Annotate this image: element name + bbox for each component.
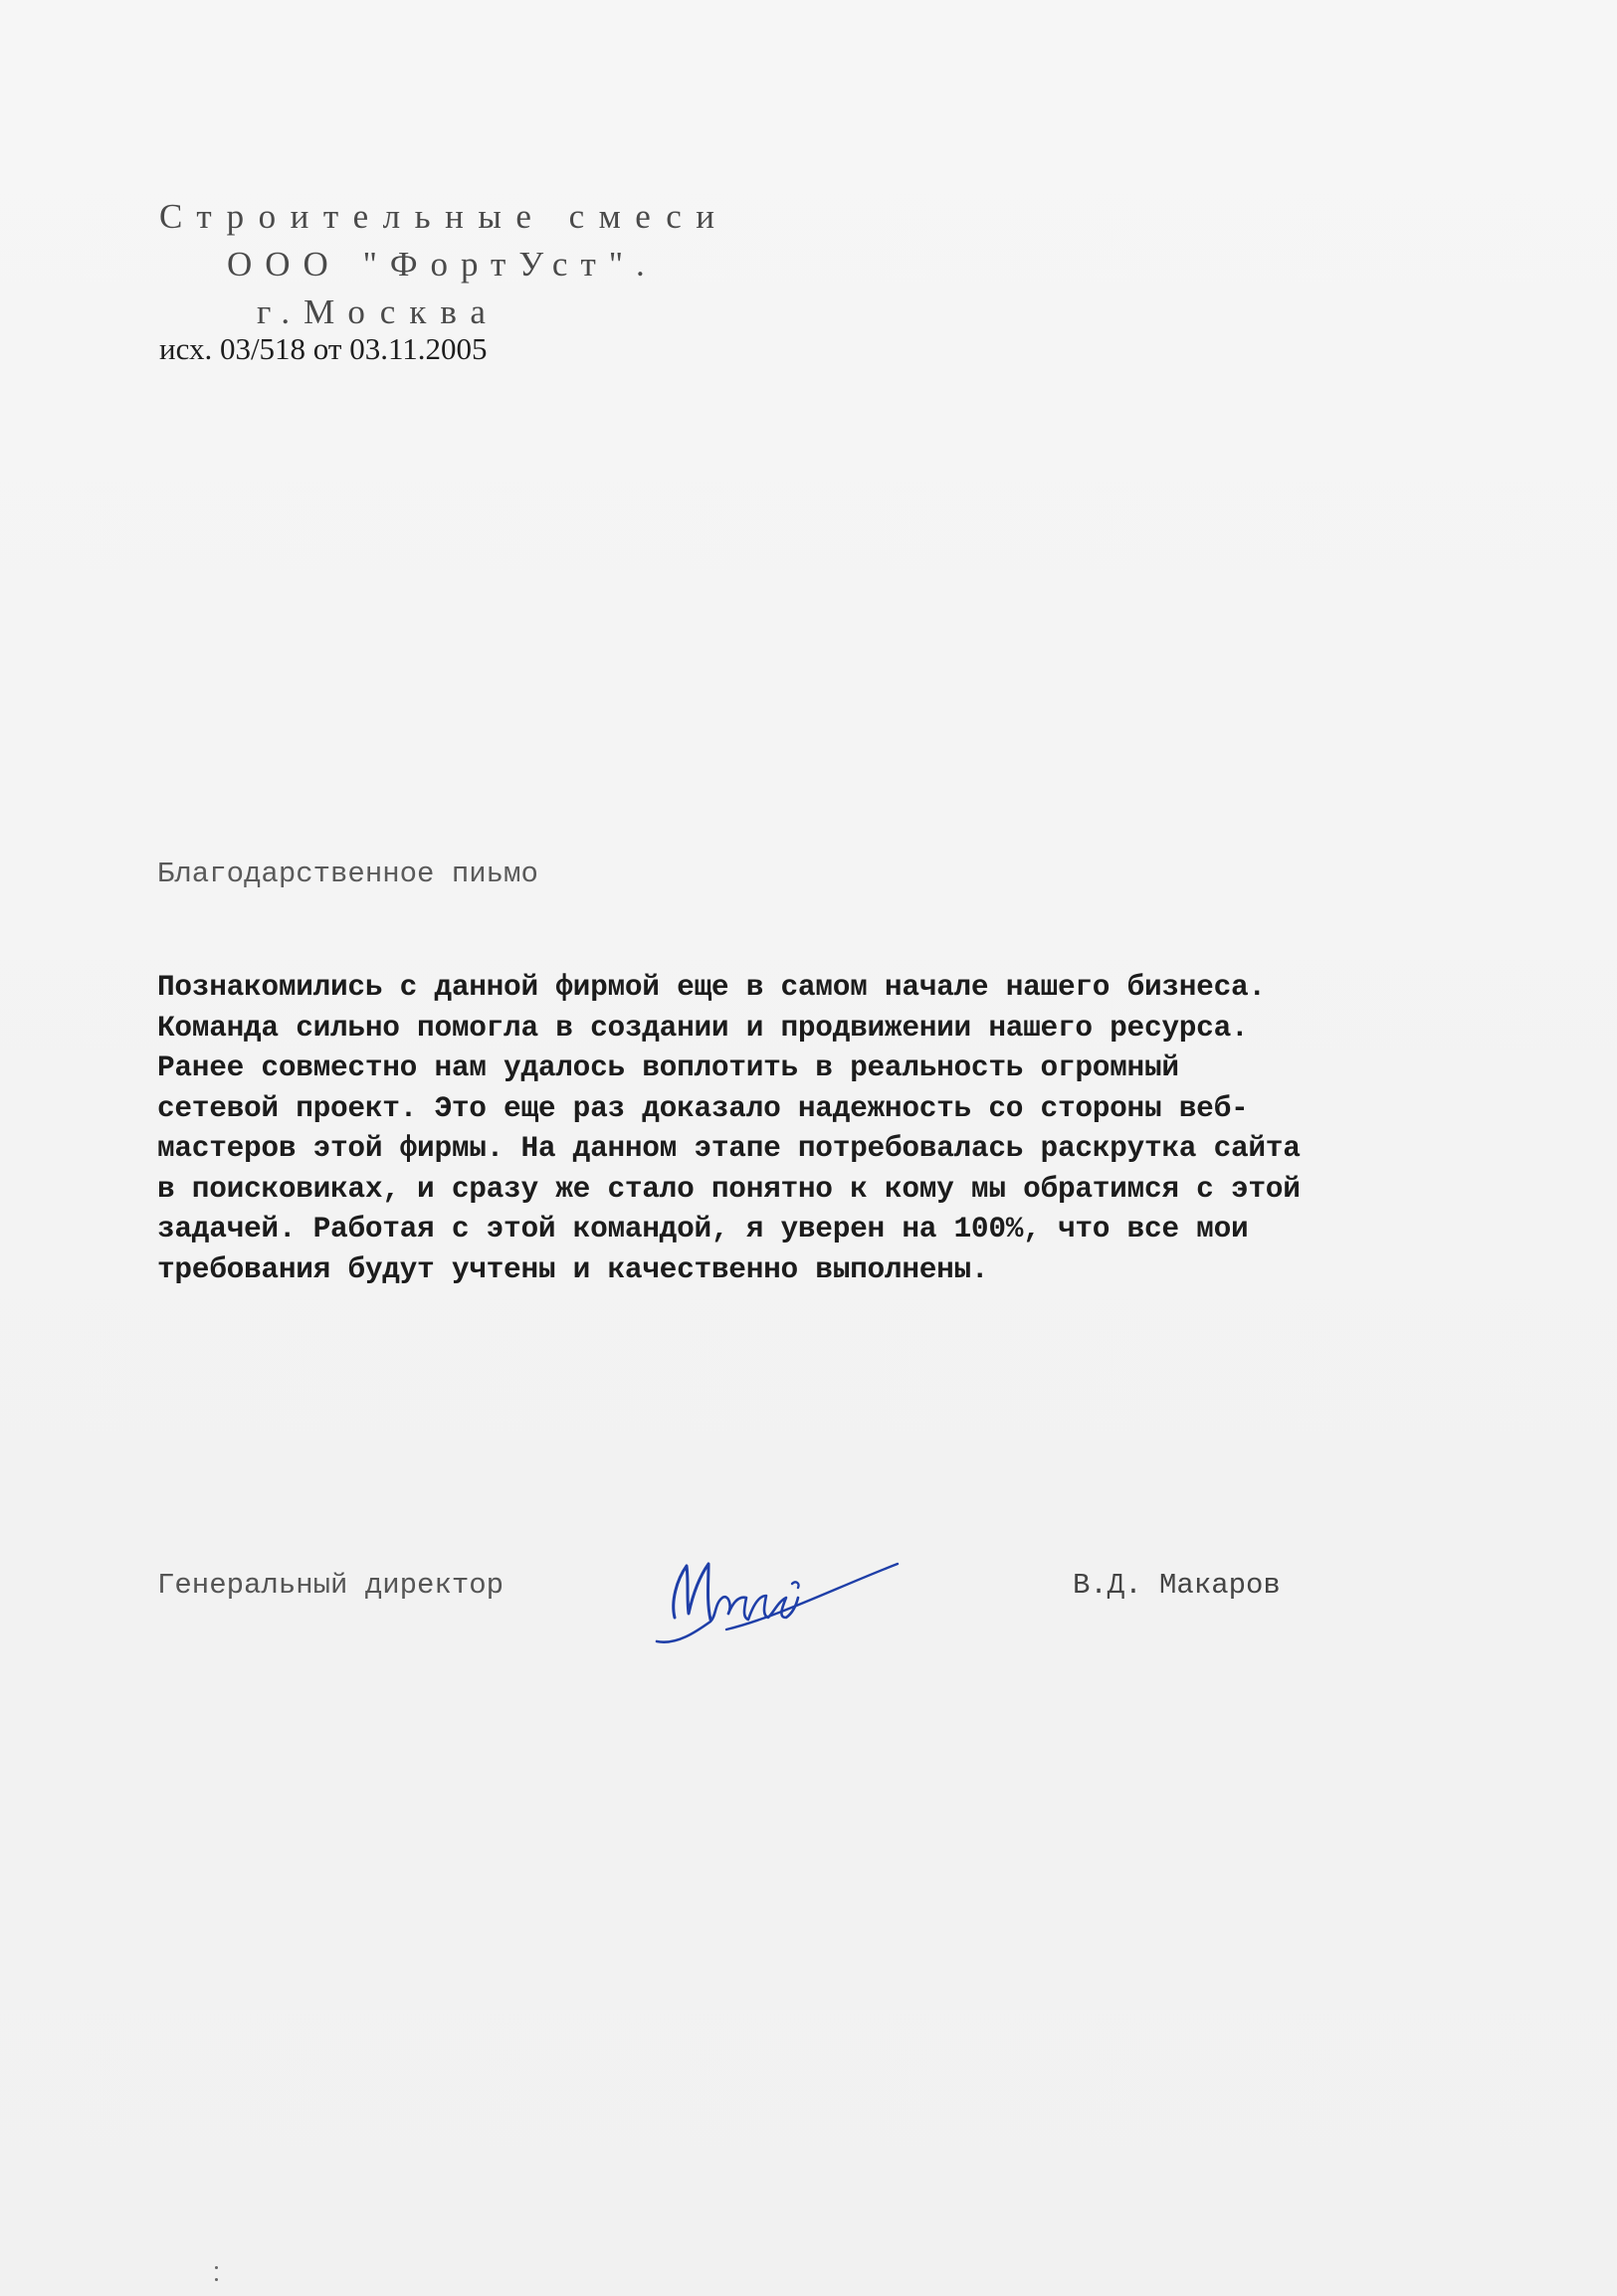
outgoing-reference: исх. 03/518 от 03.11.2005: [159, 331, 488, 366]
city-line: г.Москва: [257, 292, 500, 331]
signatory-position: Генеральный директор: [157, 1569, 505, 1602]
signature-stroke-dot: [792, 1582, 799, 1588]
signature-stroke-flourish: [726, 1564, 898, 1629]
paper-speck: [215, 2266, 218, 2269]
signature-stroke-letters: [728, 1596, 798, 1620]
organization-line: ООО "ФортУст".: [227, 245, 658, 284]
company-line: Строительные смеси: [159, 197, 729, 236]
document-title: Благодарственное пиьмо: [157, 858, 538, 890]
signature-stroke-loop: [657, 1597, 730, 1641]
signatory-name: В.Д. Макаров: [1073, 1569, 1281, 1602]
handwritten-signature: [637, 1522, 915, 1661]
paper-speck: [215, 2278, 218, 2281]
signature-stroke-m: [674, 1564, 710, 1620]
letter-body: Познакомились с данной фирмой еще в самом начале нашего бизнеса. Команда сильно помогла в создании и продвижении нашего ресурса. Ранее совместно нам удалось воплотить в реальность огромный сетевой проект. Это еще раз доказало надежность со стороны веб- мастеров этой фирмы. На данном этапе потребовалась раскрутка сайта в поисковиках, и сразу же стало понятно к кому мы обратимся с этой задачей. Работая с этой командой, я уверен на 100%, что все мои требования будут учтены и качественно выполнены.: [157, 970, 1301, 1286]
